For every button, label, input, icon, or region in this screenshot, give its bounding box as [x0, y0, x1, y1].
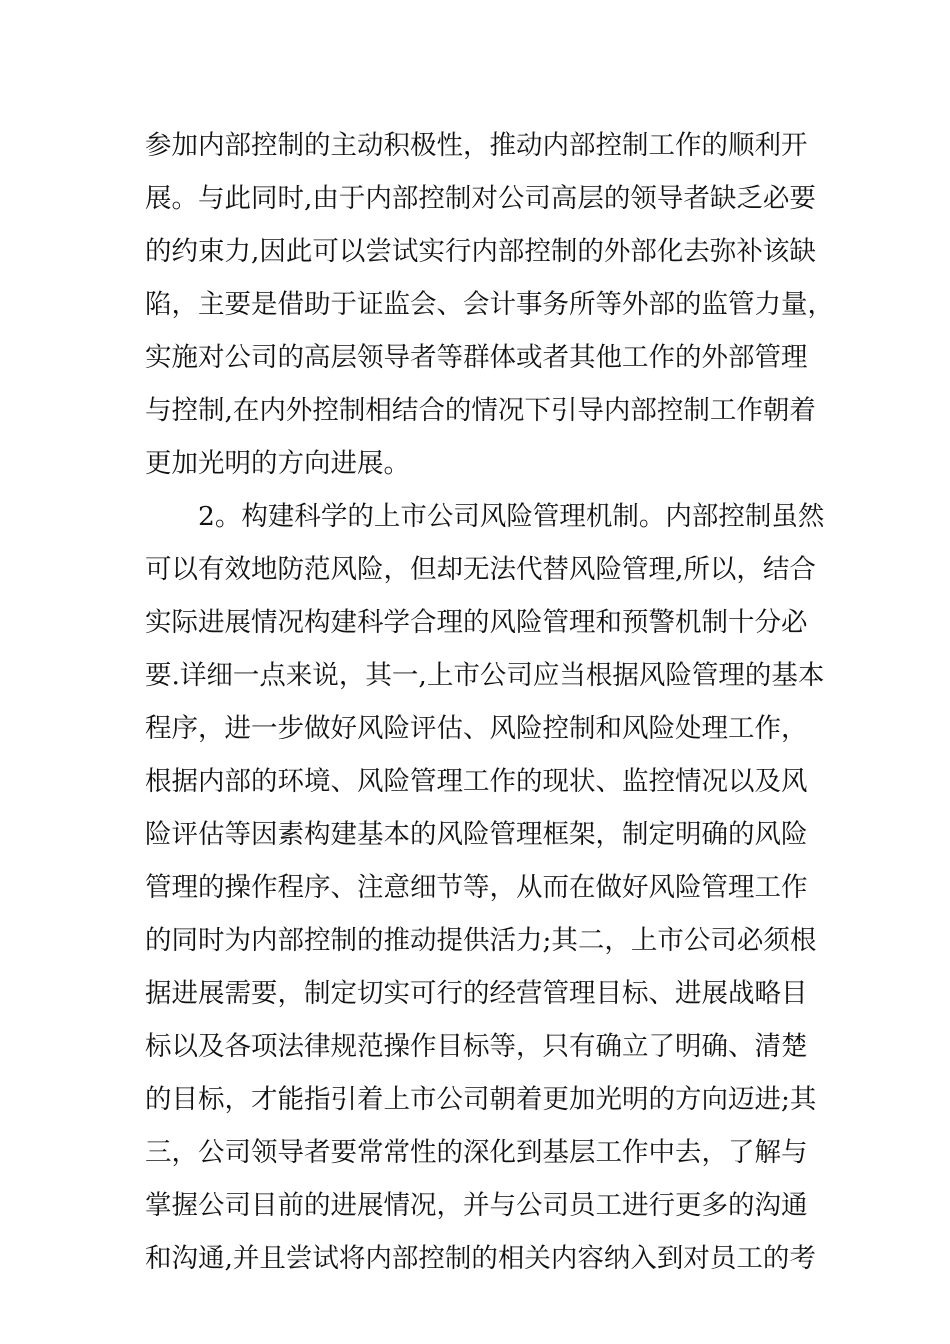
text-line: 掌握公司目前的进展情况，并与公司员工进行更多的沟通 — [145, 1190, 808, 1221]
text-line: 可以有效地防范风险，但却无法代替风险管理,所以，结合 — [145, 554, 816, 585]
text-line: 要.详细一点来说，其一,上市公司应当根据风险管理的基本 — [145, 660, 825, 691]
text-line: 实施对公司的高层领导者等群体或者其他工作的外部管理 — [145, 342, 808, 373]
text-line: 与控制,在内外控制相结合的情况下引导内部控制工作朝着 — [145, 395, 816, 426]
text-line: 和沟通,并且尝试将内部控制的相关内容纳入到对员工的考 — [145, 1243, 816, 1274]
text-line: 三，公司领导者要常常性的深化到基层工作中去，了解与 — [145, 1137, 808, 1168]
text-line: 陷，主要是借助于证监会、会计事务所等外部的监管力量， — [145, 289, 834, 320]
text-line: 的约束力,因此可以尝试实行内部控制的外部化去弥补该缺 — [145, 236, 816, 267]
text-line: 展。与此同时,由于内部控制对公司高层的领导者缺乏必要 — [145, 183, 816, 214]
text-line: 标以及各项法律规范操作目标等，只有确立了明确、清楚 — [145, 1031, 808, 1062]
text-line: 程序，进一步做好风险评估、风险控制和风险处理工作， — [145, 713, 808, 744]
text-line: 实际进展情况构建科学合理的风险管理和预警机制十分必 — [145, 607, 808, 638]
text-line: 管理的操作程序、注意细节等，从而在做好风险管理工作 — [145, 872, 808, 903]
text-line: 参加内部控制的主动积极性，推动内部控制工作的顺利开 — [145, 130, 808, 161]
text-line: 根据内部的环境、风险管理工作的现状、监控情况以及风 — [145, 766, 808, 797]
text-line: 的同时为内部控制的推动提供活力;其二，上市公司必须根 — [145, 925, 817, 956]
text-line: 据进展需要，制定切实可行的经营管理目标、进展战略目 — [145, 978, 808, 1009]
text-line: 险评估等因素构建基本的风险管理框架，制定明确的风险 — [145, 819, 808, 850]
paragraph-first-line: 2。构建科学的上市公司风险管理机制。内部控制虽然 — [198, 501, 825, 532]
text-line: 更加光明的方向进展。 — [145, 448, 410, 479]
text-line: 的目标，才能指引着上市公司朝着更加光明的方向迈进;其 — [145, 1084, 817, 1115]
